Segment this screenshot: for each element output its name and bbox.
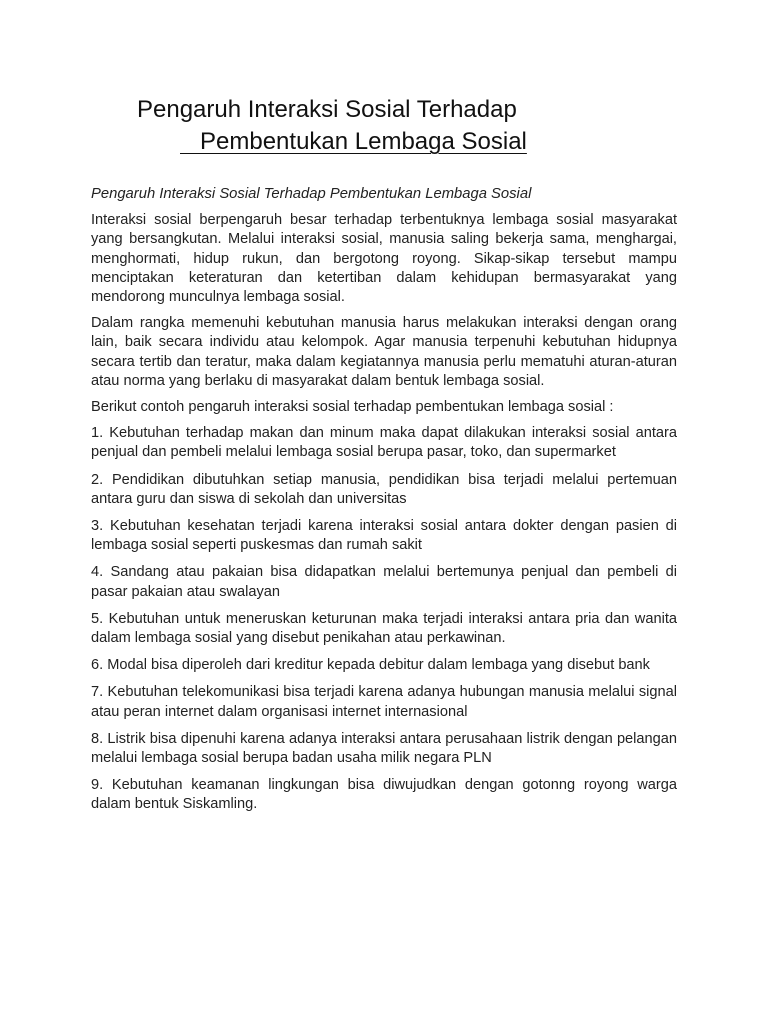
list-item: 2. Pendidikan dibutuhkan setiap manusia, pendidikan bisa terjadi melalui pertemuan antara guru dan siswa di sekolah dan universitas (91, 471, 677, 507)
title-line-1: Pengaruh Interaksi Sosial Terhadap (137, 96, 517, 123)
list-item: 4. Sandang atau pakaian bisa didapatkan melalui bertemunya penjual dan pembeli di pasar pakaian atau swalayan (91, 564, 677, 600)
list-item: 7. Kebutuhan telekomunikasi bisa terjadi karena adanya hubungan manusia melalui signal atau peran internet dalam organisasi internet internasional (91, 684, 677, 720)
list-item: 5. Kebutuhan untuk meneruskan keturunan maka terjadi interaksi antara pria dan wanita dalam lembaga sosial yang disebut penikahan atau perkawinan. (91, 610, 677, 647)
list-item: 3. Kebutuhan kesehatan terjadi karena interaksi sosial antara dokter dengan pasien di lembaga sosial seperti puskesmas dan rumah sakit (91, 518, 677, 554)
paragraph-3: Berikut contoh pengaruh interaksi sosial terhadap pembentukan lembaga sosial : (91, 399, 614, 416)
list-item: 8. Listrik bisa dipenuhi karena adanya interaksi antara perusahaan listrik dengan pelangan melalui lembaga sosial berupa badan usaha milik negara PLN (91, 730, 677, 767)
section-subtitle: Pengaruh Interaksi Sosial Terhadap Pembentukan Lembaga Sosial (91, 186, 532, 202)
list-item: 6. Modal bisa diperoleh dari kreditur kepada debitur dalam lembaga yang disebut bank (91, 657, 650, 674)
list-item: 9. Kebutuhan keamanan lingkungan bisa diwujudkan dengan gotonng royong warga dalam bentuk Siskamling. (91, 777, 677, 813)
paragraph-1: Interaksi sosial berpengaruh besar terhadap terbentuknya lembaga sosial masyarakat yang bersangkutan. Melalui interaksi sosial, manusia saling bekerja sama, menghargai, menghormati, hidup rukun, dan bergotong royong. Sikap-sikap tersebut mampu menciptakan keteraturan dan ketertiban dalam kehidupan bermasyarakat yang mendorong munculnya lembaga sosial. (91, 212, 677, 306)
document-body (91, 185, 677, 823)
paragraph-2: Dalam rangka memenuhi kebutuhan manusia harus melakukan interaksi dengan orang lain, baik secara individu atau kelompok. Agar manusia terpenuhi kebutuhan hidupnya secara tertib dan teratur, maka dalam kegiatannya manusia perlu mematuhi aturan-aturan atau norma yang berlaku di masyarakat dalam bentuk lembaga sosial. (91, 315, 677, 389)
document-title (137, 94, 697, 158)
title-line-2: Pembentukan Lembaga Sosial (180, 128, 527, 155)
examples-list (91, 424, 677, 814)
list-item: 1. Kebutuhan terhadap makan dan minum maka dapat dilakukan interaksi sosial antara penjual dan pembeli melalui lembaga sosial berupa pasar, toko, dan supermarket (91, 425, 677, 461)
